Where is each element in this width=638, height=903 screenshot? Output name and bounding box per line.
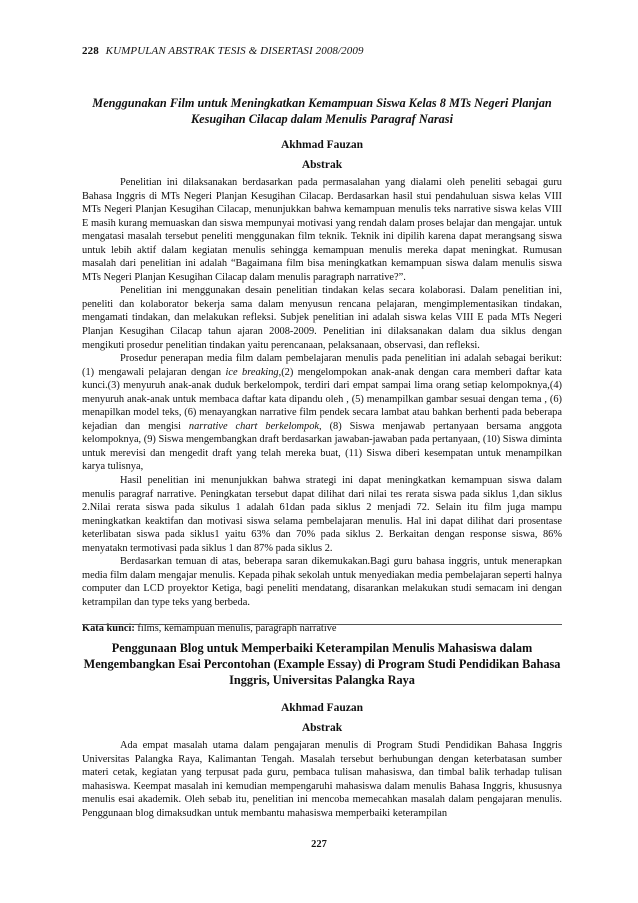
p3-text-c: , (8) Siswa menjawab pertanyaan bersama anggota kelompoknya, (9) Siswa mengembangkan draft berdasarkan jawaban-jawaban pada pertanyaan, (10) Siswa diminta untuk merevisi dan mengedit draft yang telah mereka buat, (11) Siswa diberi kesempatan untuk menampilkan karya tulisnya, [82, 420, 562, 473]
article-1-abstract-body [82, 176, 562, 610]
article-1-abstract-heading: Abstrak [301, 159, 343, 171]
article-2-paragraph-1: Ada empat masalah utama dalam pengajaran menulis di Program Studi Pendidikan Bahasa Inggris Universitas Palangka Raya, Kalimantan Tengah. Masalah tersebut berhubungan dengan keterbatasan sumber materi cetak, kegiatan yang terpusat pada guru, pembaca tulisan mahasiswa, dan timbal balik terhadap tulisan mahasiswa. Keempat masalah ini kemudian mempengaruhi mahasiswa dalam menulis Bahasa Inggris, khususnya menulis esai akademik. Oleh sebab itu, penelitian ini mencoba memecahkan masalah dalam pengajaran menulis. Penggunaan blog dimaksudkan untuk membantu mahasiswa memperbaiki keterampilan [82, 740, 562, 819]
keywords-text: films, kemampuan menulis, paragraph narrative [134, 622, 337, 634]
article-2-author: Akhmad Fauzan [280, 702, 364, 714]
article-1-title-line-2: Kesugihan Cilacap dalam Menulis Paragraf Narasi [190, 112, 454, 126]
article-1-title-line-1: Menggunakan Film untuk Meningkatkan Kemampuan Siswa Kelas 8 MTs Negeri Planjan [92, 96, 552, 110]
article-2-abstract-heading: Abstrak [301, 722, 343, 734]
header-journal-title: KUMPULAN ABSTRAK TESIS & DISERTASI 2008/2009 [105, 45, 364, 57]
article-2-title-line-2: Mengembangkan Esai Percontohan (Example Essay) di Program Studi Pendidikan Bahasa [83, 657, 561, 671]
article-1 [82, 95, 562, 635]
p3-ice-breaking: ice breaking [225, 366, 279, 378]
p3-narrative-chart: narrative chart berkelompok [188, 420, 320, 432]
header-page-number: 228 [82, 45, 99, 57]
p3-text-b: ,(2) mengelompokan anak-anak dengan cara memberi daftar kata kunci.(3) menyuruh anak-anak duduk berkelompok, terdiri dari empat sampai lima orang setiap kelompoknya,(4) menyuruh anak-anak untuk membaca daftar kata dipandu oleh , (5) menampilkan gambar sesuai dengan tema , (6) menapilkan model teks, (6) menayangkan narrative film pendek secara lambat atau bahkan berhenti pada beberapa kejadian dan mengisi [82, 366, 563, 432]
article-2-abstract-body [82, 739, 562, 820]
running-header [82, 45, 364, 57]
p3-text-a: Prosedur penerapan media film dalam pembelajaran menulis pada penelitian ini adalah sebagai berikut: (1) mengawali pelajaran dengan [82, 353, 562, 378]
article-1-paragraph-5: Berdasarkan temuan di atas, beberapa saran dikemukakan.Bagi guru bahasa inggris, untuk menerapkan media film dalam mengajar menulis. Kepada pihak sekolah untuk menyediakan media pembelajaran seperti halnya computer dan LCD proyektor Ketiga, bagi peneliti mendatang, disarankan melakukan studi semacam ini dengan ketrampilan dan type teks yang berbeda. [82, 556, 562, 608]
article-1-paragraph-4: Hasil penelitian ini menunjukkan bahwa strategi ini dapat meningkatkan kemampuan siswa dalam menulis paragraf narrative. Peningkatan tersebut dapat dilihat dari nilai tes rerata siswa pada siklus 1,dan siklus 2.Nilai rerata siswa pada sikulus 1 adalah 61dan pada siklus 2 menjadi 72. Selain itu film juga mampu meningkatkan keaktifan dan motivasi siswa selama pembelajaran menulis. Hal ini dapat dilihat dari prosentase keterlibatan siswa pada siklus1 yaitu 63% dan 70% pada siklus 2. Berkaitan dengan response siswa, 86% menyatakn termotivasi pada siklus 1 dan 87% pada siklus 2. [82, 475, 562, 554]
article-2-title-line-1: Penggunaan Blog untuk Memperbaiki Keterampilan Menulis Mahasiswa dalam [111, 641, 533, 655]
article-1-title [82, 95, 562, 127]
keywords-label: Kata kunci: [82, 622, 135, 634]
article-1-paragraph-2: Penelitian ini menggunakan desain penelitian tindakan kelas secara kolaborasi. Dalam penelitian ini, peneliti dan kolaborator bekerja sama dalam menyusun rencana pelajaran, mengimplementasikan tindakan, mengamati tindakan, dan melakukan refleksi. Subjek penelitian ini adalah siswa kelas VIII E pada MTs Negeri Planjan Kesugihan Cilacap tahun ajaran 2008-2009. Penelitian ini dilaksanakan dalam dua siklus dengan mengikuti prosedur penelitian tindakan yaitu perencanaan, pelaksanaan, observasi, dan refleksi. [82, 285, 562, 351]
article-divider [82, 624, 562, 625]
article-1-paragraph-1: Penelitian ini dilaksanakan berdasarkan pada permasalahan yang dialami oleh peneliti sebagai guru Bahasa Inggris di MTs Negeri Planjan Kesugihan Cilacap. Berdasarkan hasil stui pendahuluan siswa kelas VIII MTs Negeri Planjan Kesugihan Cilacap, menunjukkan bahwa kemampuan menulis teks narrative siswa kelas VIII E masih kurang memuaskan dan siswa mempunyai motivasi yang rendah dalam proses belajar dan mengajar. untuk mengatasi masalah tersebut peneliti menggunakan film teknik. Teknik ini dipilih karena dapat merangsang siswa untuk lebih aktif dalam kegiatan menulis sehingga kemampuan menulis mereka dapat meningkat. Rumusan masalah dari penelitian ini adalah “Bagaimana film bisa meningkatkan kemampuan siswa dalam menulis siswa MTs Negeri Planjan Kesugihan Cilacap dalam menulis paragraph narrative?”. [82, 177, 562, 283]
article-2 [82, 640, 562, 820]
footer-page-number: 227 [311, 839, 327, 850]
article-1-author: Akhmad Fauzan [280, 139, 364, 151]
article-1-paragraph-3 [82, 352, 562, 474]
article-2-title [82, 640, 562, 688]
article-2-title-line-3: Inggris, Universitas Palangka Raya [229, 673, 415, 687]
